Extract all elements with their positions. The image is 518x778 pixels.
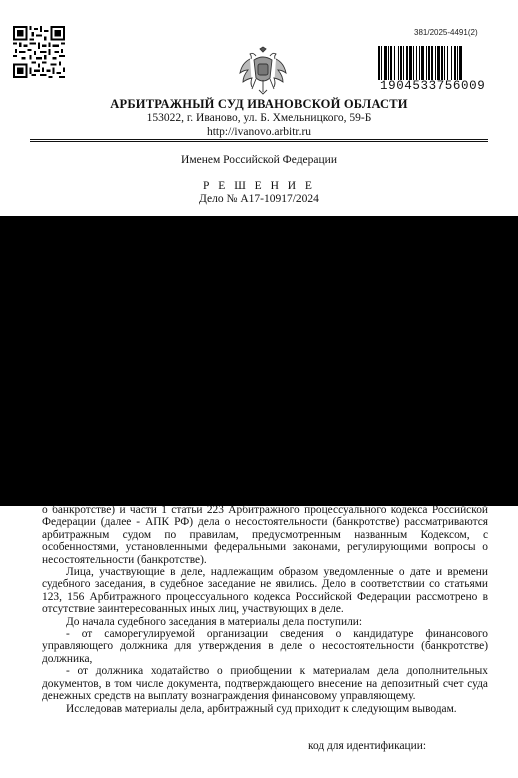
- document-body: [42, 504, 488, 715]
- case-number: Дело № А17-10917/2024: [199, 193, 319, 205]
- body-paragraph: Лица, участвующие в деле, надлежащим образом уведомленные о дате и времени судебного заседания, в судебное заседание не явились. Дело в соответствии со статьями 123, 156 Арбитражного процессуального кодекса Российской Федерации рассмотрено в отсутствие заинтересованных иных лиц, участвующих в деле.: [42, 566, 488, 616]
- header-divider-secondary: [30, 141, 488, 142]
- body-paragraph: До начала судебного заседания в материалы дела поступили:: [66, 615, 363, 628]
- id-code-label: код для идентификации:: [308, 740, 426, 752]
- court-address: 153022, г. Иваново, ул. Б. Хмельницкого, 59-Б: [146, 112, 372, 124]
- court-name: АРБИТРАЖНЫЙ СУД ИВАНОВСКОЙ ОБЛАСТИ: [110, 97, 408, 111]
- redaction-block: [0, 216, 518, 506]
- body-paragraph: - от саморегулируемой организации сведения о кандидатуре финансового управляющего должника для утверждения в деле о несостоятельности (банкротстве) должника,: [42, 628, 488, 665]
- body-paragraph: о банкротстве) и части 1 статьи 223 Арбитражного процессуального кодекса Российской Федерации (далее - АПК РФ) дела о несостоятельности (банкротстве) рассматриваются арбитражным судом по правилам, предусмотренным названным Кодексом, с особенностями, установленными федеральными законами, регулирующими вопросы о несостоятельности (банкротстве).: [42, 504, 488, 566]
- header-divider: [30, 139, 488, 140]
- authority-line: Именем Российской Федерации: [181, 154, 337, 166]
- barcode-number: 1904533756009: [380, 79, 486, 93]
- body-paragraph: - от должника ходатайство о приобщении к материалам дела дополнительных документов, в том числе документа, подтверждающего внесение на депозитный счет суда денежных средств на выплату вознаграждения финансовому управляющему.: [42, 665, 488, 703]
- barcode-icon: [378, 46, 500, 80]
- body-paragraph: Исследовав материалы дела, арбитражный суд приходит к следующим выводам.: [66, 702, 457, 715]
- document-type-title: Р Е Ш Е Н И Е: [203, 180, 315, 192]
- qr-code-icon: [13, 26, 65, 78]
- double-headed-eagle-icon: [236, 46, 290, 100]
- court-website: http://ivanovo.arbitr.ru: [206, 126, 312, 138]
- document-number: 381/2025-4491(2): [414, 28, 478, 37]
